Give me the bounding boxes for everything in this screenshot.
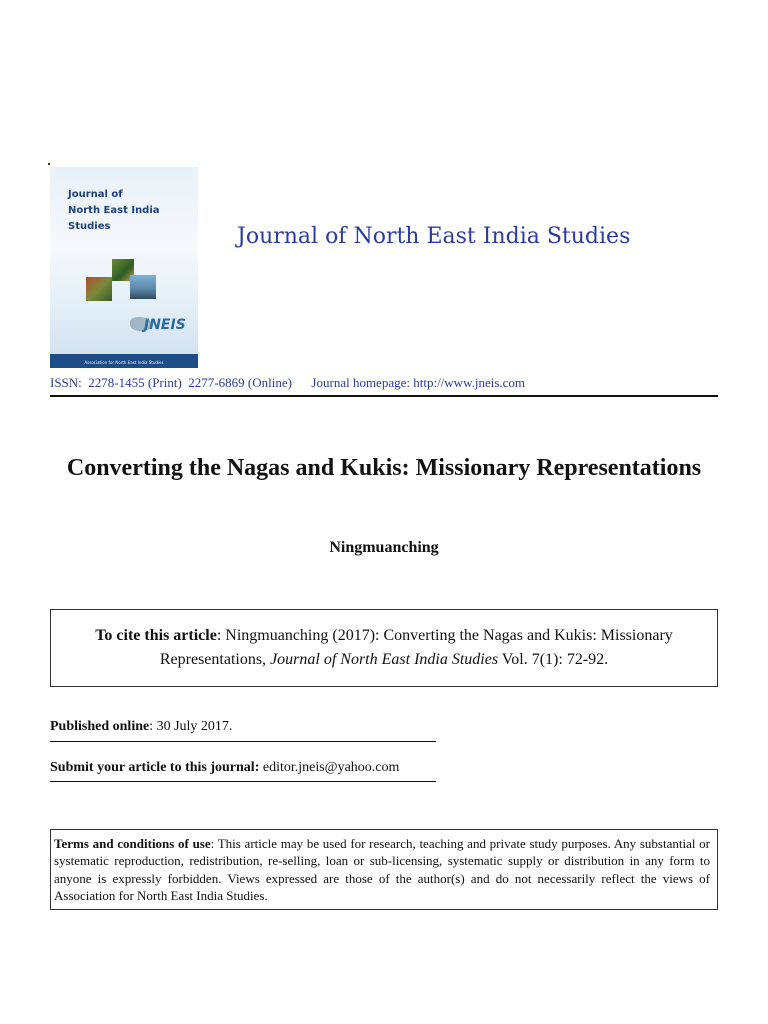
submit-email[interactable]: editor.jneis@yahoo.com [259, 760, 400, 775]
citation-box [50, 609, 718, 687]
article-author: Ningmuanching [329, 539, 439, 556]
submit-divider [50, 781, 436, 782]
citation-journal: Journal of North East India Studies [270, 651, 499, 668]
journal-cover-image [50, 167, 198, 368]
terms-text: : This article may be used for research, teaching and private study purposes. Any substantial or systematic reproduction, redistribution, re-selling, loan or sub-licensing, systematic supply or distribution in any form to anyone is expressly forbidden. Views expressed are those of the author(s) and do not necessarily reflect the views of Association for North East India Studies. [54, 836, 711, 903]
cover-logo-text: JNEIS [144, 317, 186, 333]
submit-article [50, 760, 399, 776]
published-divider [50, 741, 436, 742]
submit-label: Submit your article to this journal: [50, 760, 260, 775]
citation-label: To cite this article [95, 627, 217, 644]
cover-title [68, 187, 188, 235]
cover-title-line: Journal of [68, 189, 123, 200]
published-online [50, 719, 232, 735]
cover-logo [134, 315, 184, 341]
cover-photo [130, 275, 156, 299]
cover-title-line: Studies [68, 221, 111, 232]
header-divider [50, 395, 718, 397]
citation-text: : Ningmuanching (2017): Converting the Nagas and Kukis: Missionary Representations, [159, 627, 673, 668]
terms-label: Terms and conditions of use [54, 836, 211, 851]
journal-name: Journal of North East India Studies [237, 224, 631, 249]
article-title: Converting the Nagas and Kukis: Missionary Representations [66, 455, 702, 481]
cover-title-line: North East India [68, 205, 160, 216]
published-date: : 30 July 2017. [149, 719, 233, 734]
cover-photo [86, 277, 112, 301]
citation-volume: Vol. 7(1): 72-92. [498, 651, 609, 668]
issn-homepage-line: ISSN: 2278-1455 (Print) 2277-6869 (Online) Journal homepage: http://www.jneis.com [50, 375, 526, 390]
terms-box [50, 829, 718, 910]
cover-corner-mark [48, 163, 50, 165]
published-label: Published online [50, 719, 150, 734]
cover-footer-text: Association for North East India Studies [84, 360, 164, 365]
